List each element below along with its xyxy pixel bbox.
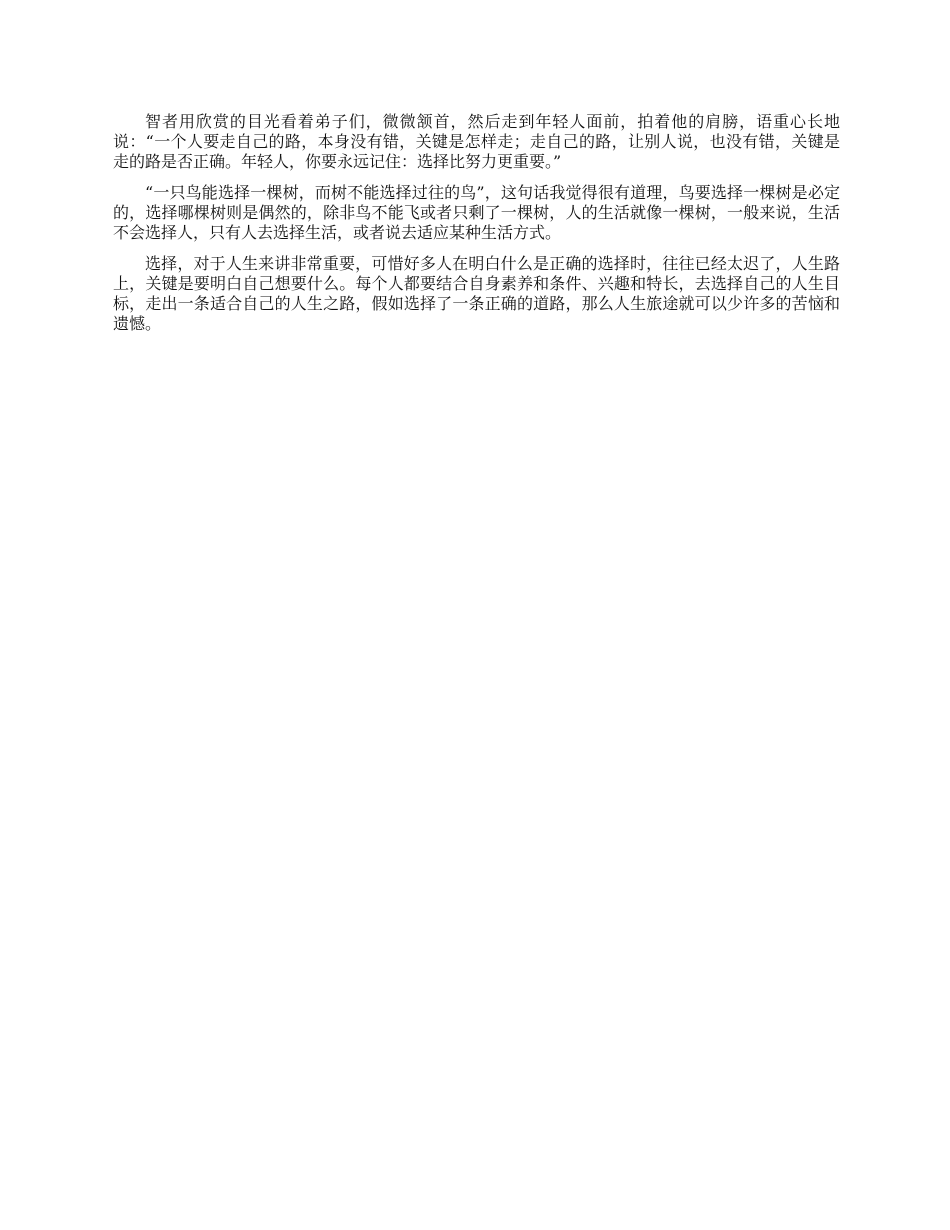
paragraph-2: “一只鸟能选择一棵树，而树不能选择过往的鸟”，这句话我觉得很有道理，鸟要选择一棵树是必定的，选择哪棵树则是偶然的，除非鸟不能飞或者只剩了一棵树，人的生活就像一棵树，一般来说，生活不会选择人，只有人去选择生活，或者说去适应某种生活方式。: [113, 183, 840, 242]
document-body: [113, 112, 840, 345]
paragraph-3: 选择，对于人生来讲非常重要，可惜好多人在明白什么是正确的选择时，往往已经太迟了，人生路上，关键是要明白自己想要什么。每个人都要结合自身素养和条件、兴趣和特长，去选择自己的人生目标，走出一条适合自己的人生之路，假如选择了一条正确的道路，那么人生旅途就可以少许多的苦恼和遗憾。: [113, 254, 840, 333]
paragraph-1: 智者用欣赏的目光看着弟子们，微微颔首，然后走到年轻人面前，拍着他的肩膀，语重心长地说：“一个人要走自己的路，本身没有错，关键是怎样走；走自己的路，让别人说，也没有错，关键是走的路是否正确。年轻人，你要永远记住：选择比努力更重要。”: [113, 112, 840, 171]
